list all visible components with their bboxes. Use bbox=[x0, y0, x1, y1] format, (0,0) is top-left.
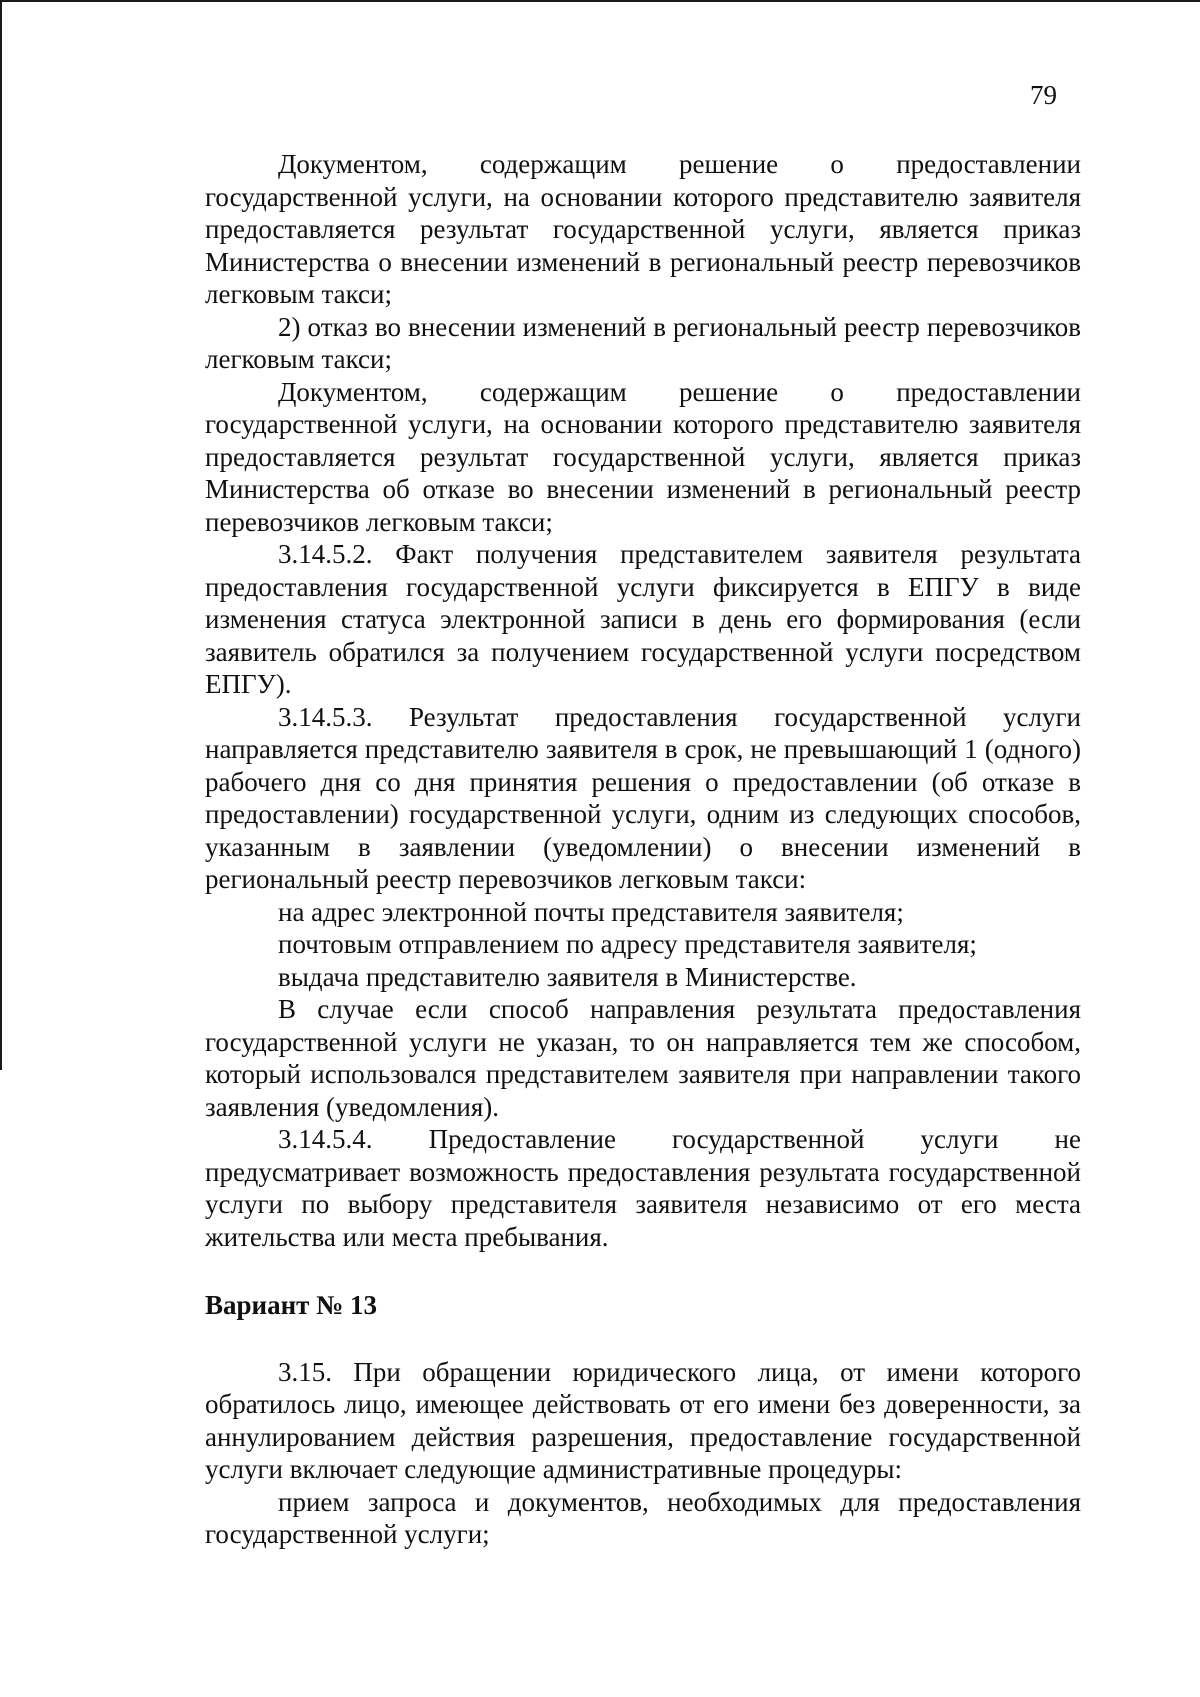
paragraph-decision-document-2: Документом, содержащим решение о предоставлении государственной услуги, на основании которого представителю заявителя предоставляется результат государственной услуги, является приказ Министерства об отказе во внесении изменений в региональный реестр перевозчиков легковым такси; bbox=[205, 376, 1081, 537]
paragraph-refusal-item: 2) отказ во внесении изменений в региональный реестр перевозчиков легковым такси; bbox=[205, 311, 1081, 374]
list-item-in-ministry: выдача представителю заявителя в Министерстве. bbox=[278, 961, 857, 992]
page-number: 79 bbox=[1030, 80, 1057, 110]
document-body bbox=[205, 148, 1081, 1551]
section-heading: Вариант № 13 bbox=[205, 1290, 378, 1320]
scan-edge-left bbox=[0, 0, 2, 1070]
paragraph-3-14-5-4: 3.14.5.4. Предоставление государственной услуги не предусматривает возможность предоставления результата государственной услуги по выбору представителя заявителя независимо от его места жительства или места пребывания. bbox=[205, 1124, 1081, 1252]
paragraph-method-not-specified: В случае если способ направления результата предоставления государственной услуги не указан, то он направляется тем же способом, который использовался представителем заявителя при направлении такого заявления (уведомления). bbox=[205, 994, 1081, 1122]
paragraph-3-14-5-3: 3.14.5.3. Результат предоставления государственной услуги направляется представителю заявителя в срок, не превышающий 1 (одного) рабочего дня со дня принятия решения о предоставлении (об отказе в предоставлении) государственной услуги, одним из следующих способов, указанным в заявлении (уведомлении) о внесении изменений в региональный реестр перевозчиков легковым такси: bbox=[205, 701, 1081, 894]
scan-edge-top bbox=[0, 0, 1200, 2]
paragraph-3-15: 3.15. При обращении юридического лица, от имени которого обратилось лицо, имеющее действовать от его имени без доверенности, за аннулированием действия разрешения, предоставление государственной услуги включает следующие административные процедуры: bbox=[205, 1356, 1081, 1484]
list-item-email: на адрес электронной почты представителя заявителя; bbox=[278, 896, 904, 927]
paragraph-request-reception: прием запроса и документов, необходимых для предоставления государственной услуги; bbox=[205, 1486, 1081, 1549]
paragraph-decision-document-1: Документом, содержащим решение о предоставлении государственной услуги, на основании которого представителю заявителя предоставляется результат государственной услуги, является приказ Министерства о внесении изменений в региональный реестр перевозчиков легковым такси; bbox=[205, 149, 1081, 309]
paragraph-3-14-5-2: 3.14.5.2. Факт получения представителем заявителя результата предоставления государственной услуги фиксируется в ЕПГУ в виде изменения статуса электронной записи в день его формирования (если заявитель обратился за получением государственной услуги посредством ЕПГУ). bbox=[205, 539, 1081, 699]
list-item-postal: почтовым отправлением по адресу представителя заявителя; bbox=[278, 929, 977, 959]
